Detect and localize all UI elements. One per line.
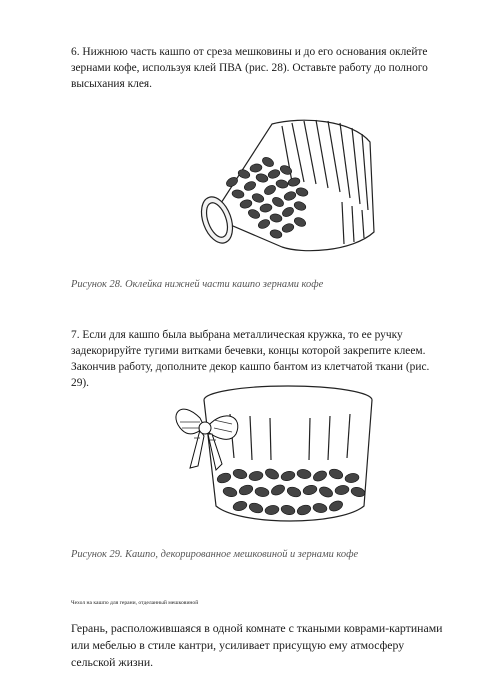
figure-28-illustration bbox=[192, 112, 382, 262]
step-7-paragraph: 7. Если для кашпо была выбрана металлическая кружка, то ее ручку задекорируйте тугими витками бечевки, концы которой закрепите клеем. Закончив работу, дополните декор кашпо бантом из клетчатой ткани (рис. 29). bbox=[71, 329, 430, 389]
decorated-pot-drawing bbox=[160, 378, 390, 538]
figure-29-illustration bbox=[160, 378, 390, 538]
figure-29-caption: Рисунок 29. Кашпо, декорированное мешковиной и зернами кофе bbox=[71, 549, 359, 560]
pot-with-beans-drawing bbox=[192, 112, 382, 262]
section-subheading: Чехол на кашпо для герани, отделанный мешковиной bbox=[71, 600, 199, 606]
intro-paragraph: Герань, расположившаяся в одной комнате с ткаными коврами-картинами или мебелью в стиле кантри, усиливает присущую ему атмосферу сельской жизни. bbox=[71, 621, 443, 669]
figure-28-caption: Рисунок 28. Оклейка нижней части кашпо зернами кофе bbox=[71, 279, 324, 290]
step-6-paragraph: 6. Нижнюю часть кашпо от среза мешковины и до его основания оклейте зернами кофе, используя клей ПВА (рис. 28). Оставьте работу до полного высыхания клея. bbox=[71, 46, 428, 90]
